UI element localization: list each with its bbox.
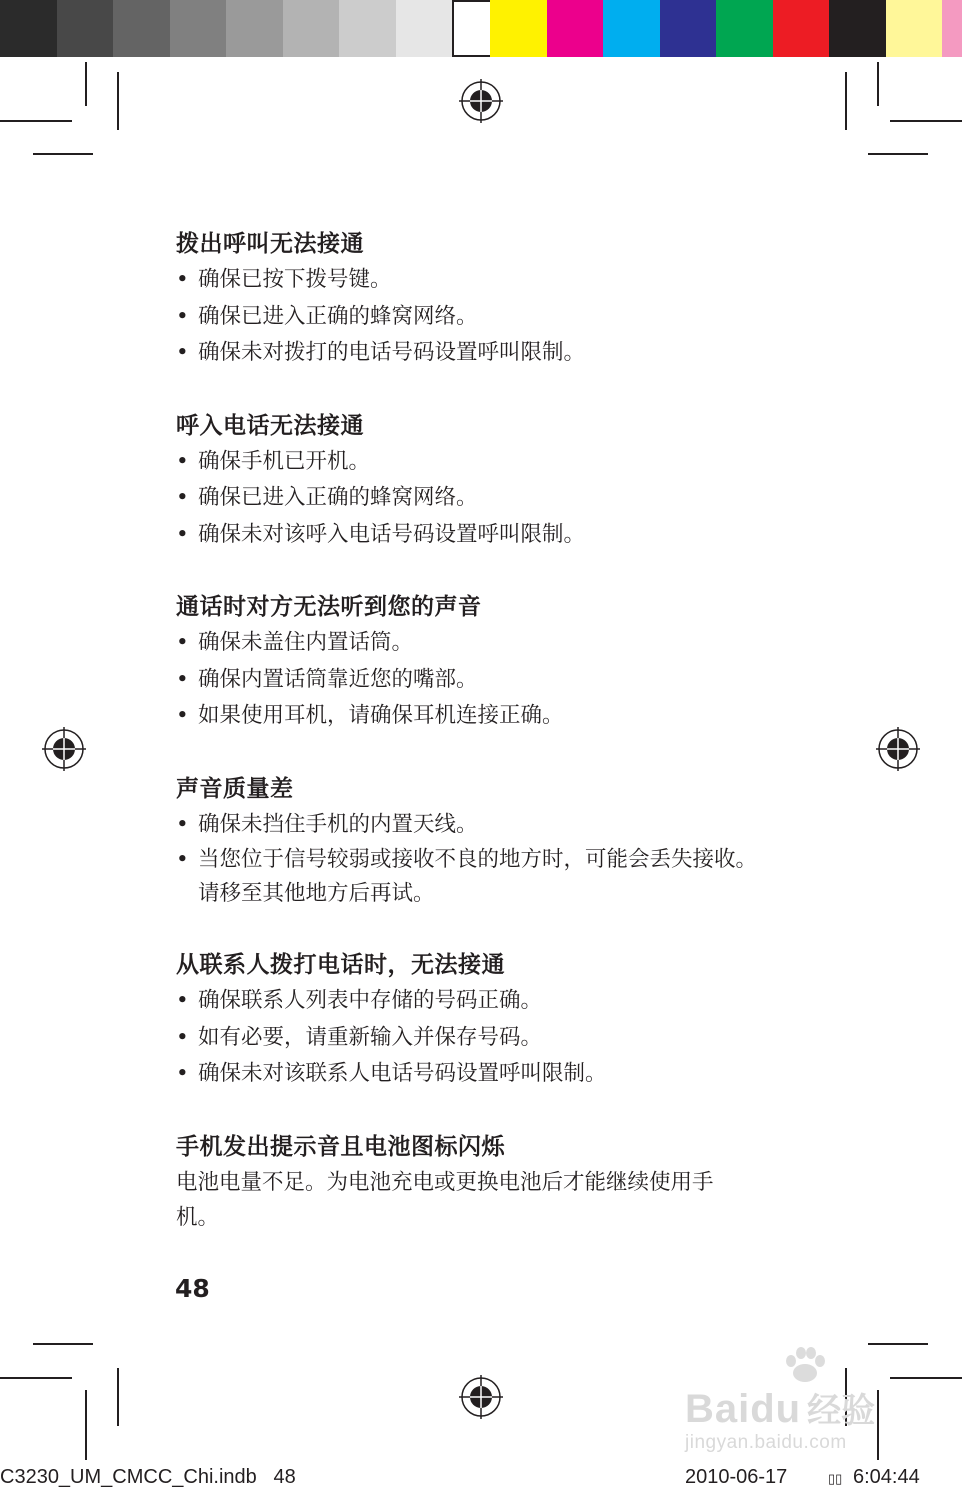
page-number: 48 <box>175 1274 210 1303</box>
section-contact-calls <box>176 947 776 1093</box>
bullet-icon: • <box>176 988 189 1013</box>
section-paragraph: 电池电量不足。为电池充电或更换电池后才能继续使用手机。 <box>176 1169 714 1230</box>
list-item: • 确保未盖住内置话筒。 <box>176 625 776 662</box>
registration-mark-top-icon <box>459 79 503 123</box>
color-swatch <box>829 0 886 57</box>
slug-date: 2010-06-17 <box>685 1466 788 1488</box>
section-voice-not-heard <box>176 589 776 735</box>
bullet-icon: • <box>176 847 189 872</box>
color-swatch <box>942 0 962 57</box>
gray-swatch <box>283 0 340 57</box>
section-low-battery <box>176 1129 776 1235</box>
bullet-icon: • <box>176 485 189 510</box>
color-swatch <box>716 0 773 57</box>
watermark-url: jingyan.baidu.com <box>685 1432 847 1453</box>
slug-time-prefix: ▯▯ <box>828 1471 843 1486</box>
watermark-brand: Baidu <box>685 1387 802 1431</box>
bullet-list <box>176 262 776 372</box>
registration-mark-left-icon <box>42 727 86 771</box>
list-item: • 确保未对该呼入电话号码设置呼叫限制。 <box>176 517 776 554</box>
list-item: • 确保未挡住手机的内置天线。 <box>176 807 776 844</box>
section-heading: 呼入电话无法接通 <box>176 412 364 439</box>
gray-swatch <box>113 0 170 57</box>
section-heading: 拨出呼叫无法接通 <box>176 231 364 257</box>
registration-mark-bottom-icon <box>459 1375 503 1419</box>
color-swatch <box>547 0 604 57</box>
gray-swatch <box>170 0 227 57</box>
list-item: • 确保内置话筒靠近您的嘴部。 <box>176 662 776 699</box>
bullet-list <box>176 625 776 735</box>
bullet-list <box>176 807 776 912</box>
gray-swatch <box>226 0 283 57</box>
grayscale-calibration-bar <box>0 0 509 57</box>
list-item: • 如有必要，请重新输入并保存号码。 <box>176 1020 776 1057</box>
paw-logo-icon <box>775 1345 835 1385</box>
bullet-icon: • <box>176 340 189 365</box>
slug-file-info: C3230_UM_CMCC_Chi.indb 48 <box>0 1466 296 1488</box>
color-calibration-bar <box>490 0 962 57</box>
slug-time: 6:04:44 <box>853 1466 920 1488</box>
troubleshooting-content <box>176 226 776 1235</box>
baidu-watermark <box>685 1355 876 1453</box>
list-item: • 如果使用耳机，请确保耳机连接正确。 <box>176 698 776 735</box>
list-item: • 确保未对拨打的电话号码设置呼叫限制。 <box>176 335 776 372</box>
list-item: • 确保已进入正确的蜂窝网络。 <box>176 480 776 517</box>
bullet-icon: • <box>176 1024 189 1050</box>
list-item: • 确保已进入正确的蜂窝网络。 <box>176 299 776 336</box>
list-item: • 确保联系人列表中存储的号码正确。 <box>176 983 776 1020</box>
bullet-icon: • <box>176 666 189 692</box>
color-swatch <box>660 0 717 57</box>
bullet-icon: • <box>176 448 189 474</box>
bullet-icon: • <box>176 811 189 837</box>
bullet-icon: • <box>176 1061 189 1086</box>
watermark-brand-suffix: 经验 <box>807 1392 876 1430</box>
color-swatch <box>490 0 547 57</box>
list-item: • 确保手机已开机。 <box>176 444 776 481</box>
bullet-icon: • <box>176 303 189 329</box>
gray-swatch <box>396 0 453 57</box>
bullet-list <box>176 983 776 1093</box>
section-heading: 通话时对方无法听到您的声音 <box>176 594 482 620</box>
color-swatch <box>886 0 943 57</box>
color-swatch <box>603 0 660 57</box>
list-item: • 确保未对该联系人电话号码设置呼叫限制。 <box>176 1056 776 1093</box>
color-swatch <box>773 0 830 57</box>
bullet-icon: • <box>176 703 189 728</box>
gray-swatch <box>339 0 396 57</box>
section-heading: 从联系人拨打电话时，无法接通 <box>176 952 505 978</box>
bullet-icon: • <box>176 521 189 547</box>
section-outgoing-calls <box>176 226 776 372</box>
list-item: • 确保已按下拨号键。 <box>176 262 776 299</box>
section-heading: 手机发出提示音且电池图标闪烁 <box>176 1133 505 1160</box>
registration-mark-right-icon <box>876 727 920 771</box>
gray-swatch <box>0 0 57 57</box>
gray-swatch <box>57 0 114 57</box>
bullet-icon: • <box>176 267 189 292</box>
bullet-list <box>176 444 776 554</box>
section-heading: 声音质量差 <box>176 775 294 802</box>
bullet-icon: • <box>176 630 189 655</box>
section-incoming-calls <box>176 408 776 554</box>
section-poor-audio <box>176 771 776 912</box>
list-item: • 当您位于信号较弱或接收不良的地方时，可能会丢失接收。请移至其他地方后再试。 <box>176 843 758 911</box>
